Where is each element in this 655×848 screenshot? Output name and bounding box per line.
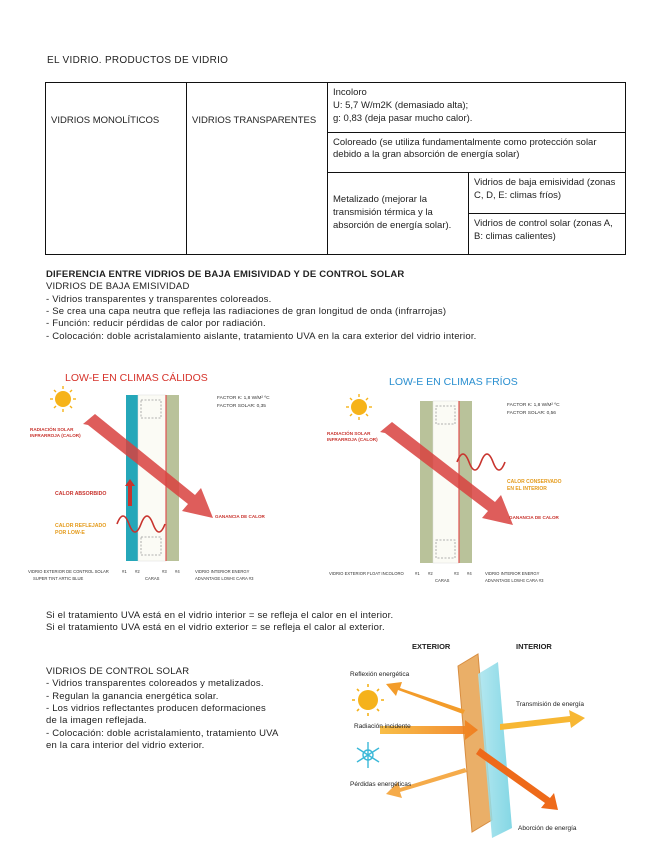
label-exterior: EXTERIOR	[412, 642, 451, 651]
incoloro-line-1: Incoloro	[333, 87, 367, 98]
label-aborcion: Aborción de energía	[518, 825, 577, 832]
bullet: - Regulan la ganancia energética solar.	[46, 690, 219, 702]
label-ganancia: GANANCIA DE CALOR	[215, 514, 265, 519]
reflection-arrow	[386, 682, 465, 714]
bullet: - Se crea una capa neutra que refleja las radiaciones de gran longitud de onda (infrarrojas)	[46, 306, 447, 318]
label-calor-conservado: EN EL INTERIOR	[507, 486, 547, 492]
label-factor-k: FACTOR K: 1,8 W/M² ºC	[507, 403, 560, 408]
exterior-pane	[126, 395, 138, 561]
figure-low-e-cold	[325, 362, 600, 587]
label-calor-absorbido: CALOR ABSORBIDO	[55, 491, 107, 497]
label-perdidas: Pérdidas energéticas	[350, 781, 412, 788]
cell-baja-emisividad: Vidrios de baja emisividad (zonas C, D, E: climas fríos)	[469, 173, 626, 214]
label-vidrio-interior: VIDRIO INTERIOR ENERGY	[485, 571, 540, 576]
bullet: - Vidrios transparentes y transparentes coloreados.	[46, 293, 272, 305]
incoloro-line-3: g: 0,83 (deja pasar mucho calor).	[333, 112, 473, 124]
section-heading: VIDRIOS DE CONTROL SOLAR	[46, 666, 190, 677]
exterior-pane	[420, 401, 433, 563]
label-vidrio-exterior: VIDRIO EXTERIOR FLOAT INCOLORO	[329, 571, 404, 576]
label-vidrio-interior: ADVANTAGE LOW-E CARA #3	[195, 576, 254, 581]
bullet: de la imagen reflejada.	[46, 715, 147, 727]
bullet: - Colocación: doble acristalamiento, tratamiento UVA	[46, 727, 279, 739]
label-factor-k: FACTOR K: 1,8 W/M² ºC	[217, 396, 270, 401]
bullet: - Función: reducir pérdidas de calor por radiación.	[46, 318, 266, 330]
snowflake-icon	[357, 742, 379, 768]
cell-coloreado: Coloreado (se utiliza fundamentalmente como protección solar debido a la gran absorción de energía solar)	[328, 132, 626, 173]
uva-notes	[46, 610, 606, 635]
section-subheading: VIDRIOS DE BAJA EMISIVIDAD	[46, 281, 190, 293]
face-label: #4	[175, 569, 180, 574]
figure-control-solar	[340, 638, 615, 838]
label-radiacion: Radiación incidente	[354, 723, 411, 730]
sun-icon	[352, 684, 384, 716]
cell-monoliticos: VIDRIOS MONOLÍTICOS	[46, 83, 187, 255]
label-factor-solar: FACTOR SOLAR: 0,35	[217, 404, 266, 409]
bullet: - Vidrios transparentes coloreados y metalizados.	[46, 678, 264, 690]
face-label: #1	[122, 569, 127, 574]
bullet: - Colocación: doble acristalamiento aislante, tratamiento UVA en la cara exterior del vidrio interior.	[46, 330, 477, 342]
face-label: #4	[467, 571, 472, 576]
figure-low-e-warm	[25, 362, 300, 587]
label-interior: INTERIOR	[516, 642, 552, 651]
section-low-e	[46, 269, 626, 343]
page-title: EL VIDRIO. PRODUCTOS DE VIDRIO	[47, 55, 229, 66]
face-label: #3	[454, 571, 459, 576]
label-calor-conservado: CALOR CONSERVADO	[507, 479, 562, 485]
section-heading: DIFERENCIA ENTRE VIDRIOS DE BAJA EMISIVIDAD Y DE CONTROL SOLAR	[46, 269, 405, 280]
label-vidrio-interior: VIDRIO INTERIOR ENERGY	[195, 569, 250, 574]
cell-control-solar: Vidrios de control solar (zonas A, B: climas calientes)	[469, 214, 626, 255]
label-radiacion: INFRARROJA (CALOR)	[30, 433, 81, 438]
cell-metalizado: Metalizado (mejorar la transmisión térmica y la absorción de energía solar).	[328, 173, 469, 255]
face-label: #2	[428, 571, 433, 576]
label-vidrio-interior: ADVANTAGE LOW-E CARA #3	[485, 578, 544, 583]
bullet: en la cara interior del vidrio exterior.	[46, 740, 205, 752]
uva-note: Si el tratamiento UVA está en el vidrio interior = se refleja el calor en el interior.	[46, 610, 394, 621]
bullet: - Los vidrios reflectantes producen deformaciones	[46, 703, 266, 715]
uva-note: Si el tratamiento UVA está en el vidrio exterior = se refleja el calor al exterior.	[46, 622, 385, 634]
glass-types-table	[45, 82, 626, 255]
section-control-solar	[46, 666, 336, 752]
label-transmision: Transmisión de energía	[516, 701, 585, 708]
label-vidrio-exterior: VIDRIO EXTERIOR DE CONTROL SOLAR	[28, 569, 109, 574]
face-label: #1	[415, 571, 420, 576]
label-calor-reflejado: CALOR REFLEJADO	[55, 523, 107, 529]
face-label: #2	[135, 569, 140, 574]
label-reflexion: Reflexión energética	[350, 671, 410, 678]
sun-icon	[50, 386, 76, 412]
incoloro-line-2: U: 5,7 W/m2K (demasiado alta);	[333, 99, 469, 111]
label-ganancia: GANANCIA DE CALOR	[509, 515, 559, 520]
label-factor-solar: FACTOR SOLAR: 0,56	[507, 411, 556, 416]
label-radiacion: RADIACIÓN SOLAR	[30, 427, 74, 432]
label-vidrio-exterior: SUPER TINT ARTIC BLUE	[33, 576, 84, 581]
figure-title: LOW-E EN CLIMAS FRÍOS	[389, 376, 518, 388]
caras-label: CARAS	[435, 578, 450, 583]
cell-incoloro	[328, 83, 626, 133]
cell-transparentes: VIDRIOS TRANSPARENTES	[187, 83, 328, 255]
label-calor-reflejado: POR LOW-E	[55, 530, 85, 536]
caras-label: CARAS	[145, 576, 160, 581]
face-label: #3	[162, 569, 167, 574]
transmission-arrow	[500, 710, 585, 730]
label-radiacion: INFRARROJA (CALOR)	[327, 437, 378, 442]
sun-icon	[346, 394, 372, 420]
label-radiacion: RADIACIÓN SOLAR	[327, 431, 371, 436]
figure-title: LOW-E EN CLIMAS CÁLIDOS	[65, 372, 208, 384]
